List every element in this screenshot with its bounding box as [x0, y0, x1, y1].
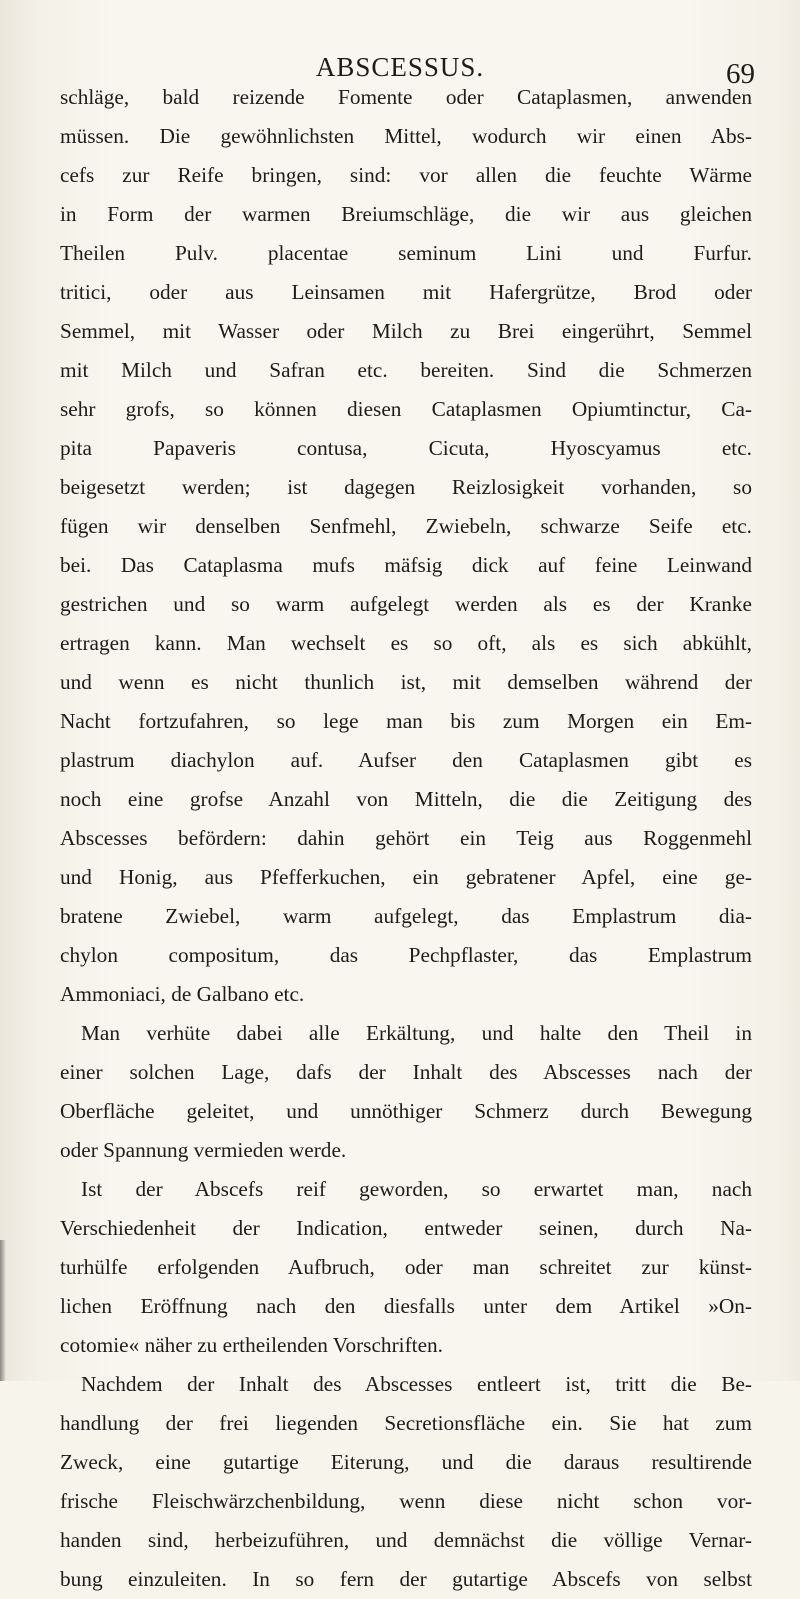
text-line: Zweck, eine gutartige Eiterung, und die daraus resultirende	[60, 1450, 752, 1474]
body-text	[60, 78, 752, 1599]
paragraph-first-line: Man verhüte dabei alle Erkältung, und halte den Theil in	[81, 1021, 752, 1045]
text-line: sehr grofs, so können diesen Cataplasmen Opiumtinctur, Ca-	[60, 397, 752, 421]
text-line: bei. Das Cataplasma mufs mäfsig dick auf feine Leinwand	[60, 553, 752, 577]
text-line: Oberfläche geleitet, und unnöthiger Schmerz durch Bewegung	[60, 1099, 752, 1123]
text-line: und wenn es nicht thunlich ist, mit demselben während der	[60, 670, 752, 694]
text-line: frische Fleischwärzchenbildung, wenn diese nicht schon vor-	[60, 1489, 752, 1513]
text-line: lichen Eröffnung nach den diesfalls unter dem Artikel »On-	[60, 1294, 752, 1318]
text-line: plastrum diachylon auf. Aufser den Cataplasmen gibt es	[60, 748, 752, 772]
text-line: handen sind, herbeizuführen, und demnächst die völlige Vernar-	[60, 1528, 752, 1552]
page-edge-shadow	[0, 1240, 6, 1381]
text-line: cotomie« näher zu ertheilenden Vorschriften.	[60, 1333, 444, 1357]
text-line: cefs zur Reife bringen, sind: vor allen die feuchte Wärme	[60, 163, 752, 187]
text-line: Theilen Pulv. placentae seminum Lini und Furfur.	[60, 241, 752, 265]
text-line: einer solchen Lage, dafs der Inhalt des Abscesses nach der	[60, 1060, 752, 1084]
paragraph-first-line: Ist der Abscefs reif geworden, so erwartet man, nach	[81, 1177, 752, 1201]
text-line: pita Papaveris contusa, Cicuta, Hyoscyamus etc.	[60, 436, 752, 460]
text-line: Abscesses befördern: dahin gehört ein Teig aus Roggenmehl	[60, 826, 752, 850]
text-line: beigesetzt werden; ist dagegen Reizlosigkeit vorhanden, so	[60, 475, 752, 499]
text-line: Ammoniaci, de Galbano etc.	[60, 982, 305, 1006]
text-line: oder Spannung vermieden werde.	[60, 1138, 347, 1162]
text-line: mit Milch und Safran etc. bereiten. Sind die Schmerzen	[60, 358, 752, 382]
paragraph-first-line: Nachdem der Inhalt des Abscesses entleert ist, tritt die Be-	[81, 1372, 752, 1396]
text-line: Semmel, mit Wasser oder Milch zu Brei eingerührt, Semmel	[60, 319, 752, 343]
page-number: 69	[726, 58, 755, 90]
text-line: fügen wir denselben Senfmehl, Zwiebeln, schwarze Seife etc.	[60, 514, 752, 538]
running-title: ABSCESSUS.	[315, 52, 485, 82]
text-line: bratene Zwiebel, warm aufgelegt, das Emplastrum dia-	[60, 904, 752, 928]
text-line: chylon compositum, das Pechpflaster, das Emplastrum	[60, 943, 752, 967]
text-line: noch eine grofse Anzahl von Mitteln, die die Zeitigung des	[60, 787, 752, 811]
text-line: müssen. Die gewöhnlichsten Mittel, wodurch wir einen Abs-	[60, 124, 752, 148]
text-line: handlung der frei liegenden Secretionsfläche ein. Sie hat zum	[60, 1411, 752, 1435]
text-line: turhülfe erfolgenden Aufbruch, oder man schreitet zur künst-	[60, 1255, 752, 1279]
text-line: tritici, oder aus Leinsamen mit Hafergrütze, Brod oder	[60, 280, 752, 304]
text-line: Verschiedenheit der Indication, entweder seinen, durch Na-	[60, 1216, 752, 1240]
text-line: ertragen kann. Man wechselt es so oft, als es sich abkühlt,	[60, 631, 752, 655]
text-line: gestrichen und so warm aufgelegt werden als es der Kranke	[60, 592, 752, 616]
text-line: in Form der warmen Breiumschläge, die wir aus gleichen	[60, 202, 752, 226]
text-line: Nacht fortzufahren, so lege man bis zum Morgen ein Em-	[60, 709, 752, 733]
text-line: und Honig, aus Pfefferkuchen, ein gebratener Apfel, eine ge-	[60, 865, 752, 889]
text-line: schläge, bald reizende Fomente oder Cataplasmen, anwenden	[60, 85, 752, 109]
text-line: bung einzuleiten. In so fern der gutartige Abscefs von selbst	[60, 1567, 752, 1591]
